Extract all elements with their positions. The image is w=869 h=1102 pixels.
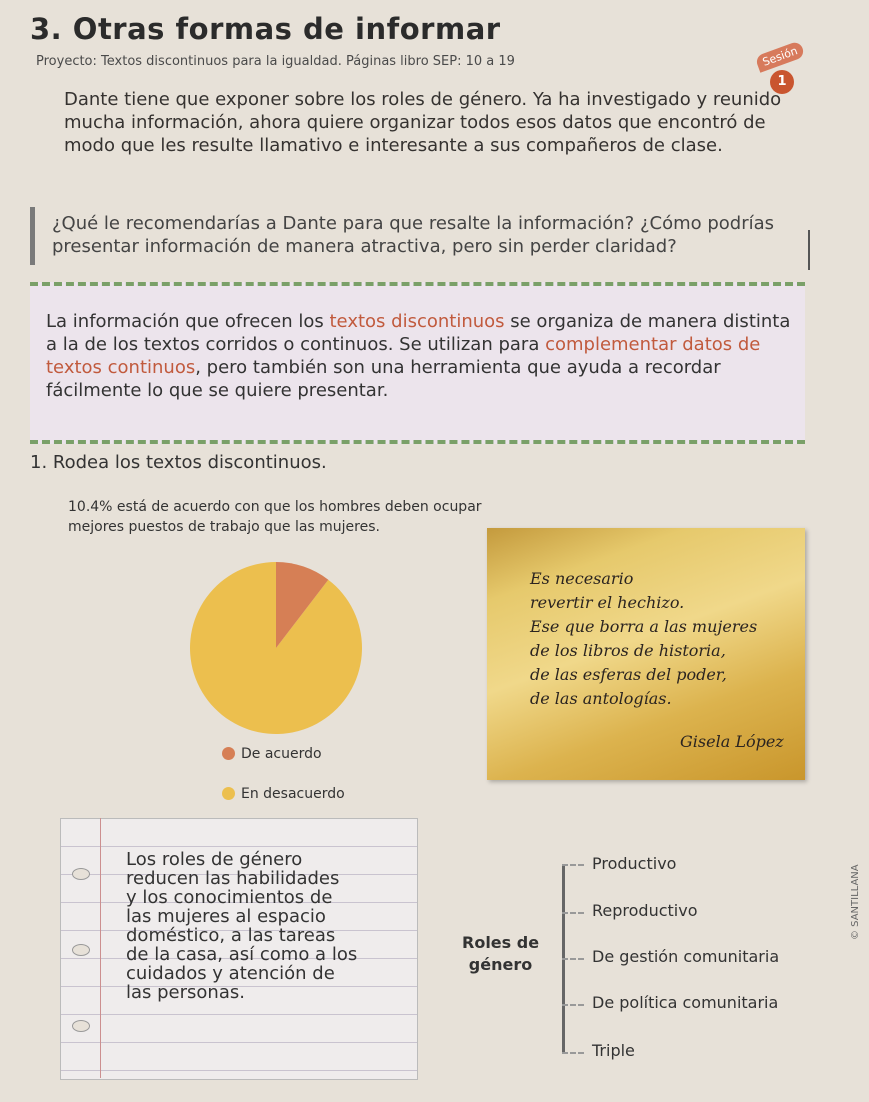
stat-text: 10.4% está de acuerdo con que los hombres deben ocupar mejores puestos de trabajo que las mujeres.: [68, 499, 482, 535]
legend-dot-de-acuerdo: [222, 747, 235, 760]
poem-line: de los libros de historia,: [530, 641, 726, 660]
bracket-tick: [562, 1004, 584, 1006]
role-politica-comunitaria: De política comunitaria: [592, 993, 779, 1012]
notebook-line: Los roles de género: [126, 849, 303, 870]
poem-line: revertir el hechizo.: [530, 593, 685, 612]
legend-label: En desacuerdo: [241, 786, 345, 802]
bracket-tick: [562, 864, 584, 866]
role-reproductivo: Reproductivo: [592, 901, 698, 920]
info-part-2: se organiza de manera distinta a la de los textos corridos o continuos. Se utilizan para: [46, 311, 791, 355]
binder-hole: [72, 944, 90, 956]
intro-paragraph: Dante tiene que exponer sobre los roles de género. Ya ha investigado y reunido mucha información, ahora quiere organizar todos esos datos que encontró de modo que les resulte llamativo e interesante a sus compañeros de clase.: [64, 89, 782, 156]
poem: [530, 567, 800, 711]
legend-item-de-acuerdo: [222, 743, 322, 762]
legend-dot-en-desacuerdo: [222, 787, 235, 800]
poem-line: de las esferas del poder,: [530, 665, 727, 684]
info-accent-1: textos discontinuos: [329, 311, 505, 332]
info-text: [46, 310, 806, 402]
page-title: 3. Otras formas de informar: [30, 12, 501, 46]
roles-title-line: género: [468, 955, 533, 974]
bracket-tick: [562, 912, 584, 914]
binder-hole: [72, 1020, 90, 1032]
activity-instruction: 1. Rodea los textos discontinuos.: [30, 452, 327, 473]
poem-line: Ese que borra a las mujeres: [530, 617, 758, 636]
role-gestion-comunitaria: De gestión comunitaria: [592, 947, 780, 966]
notebook-line: doméstico, a las tareas: [126, 925, 336, 946]
pie-chart[interactable]: [188, 560, 364, 736]
notebook-line: de la casa, así como a los: [126, 944, 358, 965]
role-triple: Triple: [592, 1041, 635, 1060]
notebook-line: cuidados y atención de: [126, 963, 335, 984]
info-part-1: La información que ofrecen los: [46, 311, 330, 332]
roles-diagram-title[interactable]: [462, 932, 539, 976]
session-label: Sesión: [755, 40, 806, 72]
notebook-margin: [100, 818, 101, 1078]
bracket-tick: [562, 958, 584, 960]
project-subtitle: Proyecto: Textos discontinuos para la igualdad. Páginas libro SEP: 10 a 19: [36, 54, 515, 69]
copyright: © SANTILLANA: [850, 864, 861, 940]
notebook-line: las mujeres al espacio: [126, 906, 326, 927]
notebook-line: reducen las habilidades: [126, 868, 340, 889]
question-divider: [808, 230, 810, 270]
notebook-text: [126, 850, 406, 1002]
notebook-line: y los conocimientos de: [126, 887, 333, 908]
roles-title-line: Roles de: [462, 933, 540, 952]
poem-author: Gisela López: [680, 732, 784, 751]
legend-item-en-desacuerdo: [222, 783, 345, 802]
notebook-line: las personas.: [126, 982, 245, 1003]
guiding-question: ¿Qué le recomendarías a Dante para que resalte la información? ¿Cómo podrías presentar información de manera atractiva, pero sin perder claridad?: [52, 213, 775, 257]
binder-hole: [72, 868, 90, 880]
info-part-3: , pero también son una herramienta que ayuda a recordar fácilmente lo que se quiere presentar.: [46, 357, 721, 401]
poem-line: de las antologías.: [530, 689, 672, 708]
session-number: 1: [770, 70, 794, 94]
legend-label: De acuerdo: [241, 746, 322, 762]
poem-line: Es necesario: [530, 569, 634, 588]
bracket-tick: [562, 1052, 584, 1054]
info-accent-2: complementar datos de textos continuos: [46, 334, 761, 378]
role-productivo: Productivo: [592, 854, 677, 873]
question-marker: [30, 207, 35, 265]
